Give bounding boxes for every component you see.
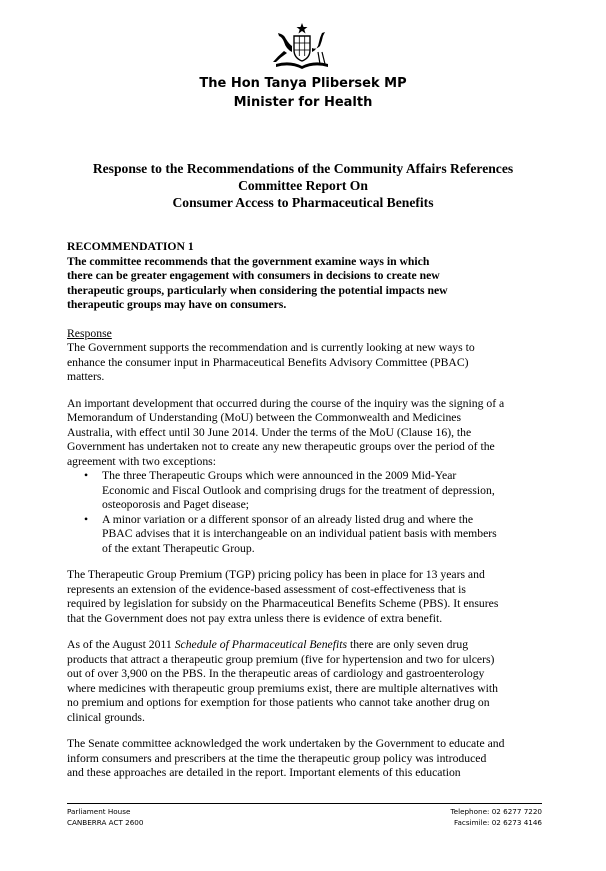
list-item-line: of the extant Therapeutic Group. xyxy=(102,541,255,555)
list-item-line: osteoporosis and Paget disease; xyxy=(102,498,250,511)
paragraph-line: An important development that occurred during the course of the inquiry was the signing of a xyxy=(67,396,505,410)
paragraph-line: enhance the consumer input in Pharmaceutical Benefits Advisory Committee (PBAC) xyxy=(67,355,469,369)
paragraph-line: clinical grounds. xyxy=(67,710,145,724)
schedule-title: Schedule of Pharmaceutical Benefits xyxy=(174,638,348,651)
footer-divider xyxy=(67,803,542,804)
list-item-line: Economic and Fiscal Outlook and comprising drugs for the treatment of depression, xyxy=(102,483,495,497)
paragraph-line: Government has undertaken not to create any new therapeutic groups over the period of the xyxy=(67,440,495,453)
paragraph-line: The Senate committee acknowledged the work undertaken by the Government to educate and xyxy=(67,737,505,750)
paragraph-text: As of the August 2011 xyxy=(67,638,175,651)
paragraph-line: The Government supports the recommendation and is currently looking at new ways to xyxy=(67,341,475,354)
paragraph-line xyxy=(67,638,567,653)
paragraph-line: inform consumers and prescribers at the time the therapeutic group policy was introduced xyxy=(67,751,487,765)
title-line: Consumer Access to Pharmaceutical Benefits xyxy=(172,195,434,210)
paragraph-line: represents an extension of the evidence-based assessment of cost-effectiveness that is xyxy=(67,582,466,596)
list-item-line: PBAC advises that it is interchangeable on an individual patient basis with members xyxy=(102,527,497,540)
paragraph-line: matters. xyxy=(67,370,105,383)
telephone: Telephone: 02 6277 7220 xyxy=(450,807,542,816)
paragraph-line: agreement with two exceptions: xyxy=(67,454,216,468)
document-title xyxy=(40,160,566,211)
title-line: Committee Report On xyxy=(238,178,368,193)
recommendation-line: there can be greater engagement with consumers in decisions to create new xyxy=(67,269,440,282)
paragraph-line: products that attract a therapeutic group premium (five for hypertension and two for ulcers) xyxy=(67,652,495,666)
recommendation-line: therapeutic groups, particularly when considering the potential impacts new xyxy=(67,283,448,297)
paragraph-line: out of over 3,900 on the PBS. In the therapeutic areas of cardiology and gastroenterology xyxy=(67,667,485,680)
exceptions-list xyxy=(67,469,567,556)
paragraph-text: there are only seven drug xyxy=(347,638,469,651)
paragraph-line: where medicines with therapeutic group premiums exist, there are multiple alternatives with xyxy=(67,681,498,695)
footer-address xyxy=(67,806,143,828)
facsimile: Facsimile: 02 6273 4146 xyxy=(454,818,542,827)
paragraph-line: Australia, with effect until 30 June 2014. Under the terms of the MoU (Clause 16), the xyxy=(67,425,472,439)
bullet-icon: • xyxy=(84,469,89,482)
address-line: Parliament House xyxy=(67,807,131,816)
list-item xyxy=(67,469,567,513)
paragraph-line: that the Government does not pay extra unless there is evidence of extra benefit. xyxy=(67,611,443,625)
paragraph-line: and these approaches are detailed in the report. Important elements of this education xyxy=(67,766,461,779)
recommendation-heading: RECOMMENDATION 1 xyxy=(67,240,194,253)
footer-contact xyxy=(400,806,542,828)
document-body xyxy=(67,240,567,781)
title-line: Response to the Recommendations of the Community Affairs References xyxy=(92,161,514,176)
list-item-line: The three Therapeutic Groups which were announced in the 2009 Mid-Year xyxy=(102,469,457,482)
list-item-line: A minor variation or a different sponsor of an already listed drug and where the xyxy=(102,512,474,526)
minister-title: Minister for Health xyxy=(233,95,373,110)
paragraph-line: required by legislation for subsidy on the Pharmaceutical Benefits Scheme (PBS). It ensures xyxy=(67,597,499,610)
paragraph-line: The Therapeutic Group Premium (TGP) pricing policy has been in place for 13 years and xyxy=(67,568,485,581)
recommendation-line: therapeutic groups may have on consumers. xyxy=(67,298,287,311)
list-item xyxy=(67,513,567,557)
address-line: CANBERRA ACT 2600 xyxy=(67,818,144,827)
recommendation-line: The committee recommends that the government examine ways in which xyxy=(67,254,430,268)
paragraph-line: Memorandum of Understanding (MoU) between the Commonwealth and Medicines xyxy=(67,411,462,424)
minister-name: The Hon Tanya Plibersek MP xyxy=(199,76,407,91)
commonwealth-coat-of-arms-icon xyxy=(270,22,334,70)
paragraph-line: no premium and options for exemption for those patients who cannot take another drug on xyxy=(67,696,490,709)
bullet-icon: • xyxy=(84,512,89,526)
response-label: Response xyxy=(67,326,112,340)
